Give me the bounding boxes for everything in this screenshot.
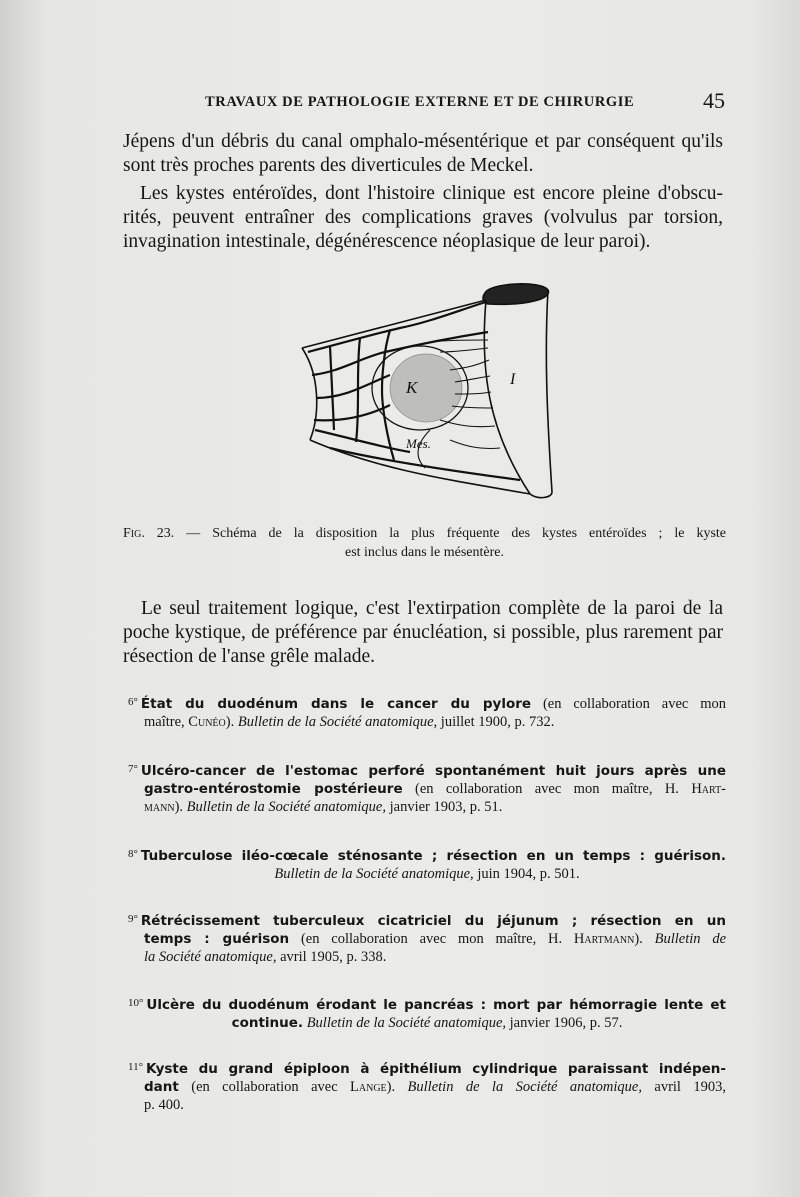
entry-title-cont: continue. — [231, 1015, 304, 1031]
entry-title: Rétrécissement tuberculeux cicatriciel du jéjunum ; résection en un — [140, 913, 726, 929]
entry-journal: Bulletin de la Société anatomique, — [303, 1015, 507, 1031]
entry-date: janvier 1903, p. 51. — [385, 799, 503, 815]
entry-number: 8° — [128, 848, 138, 860]
entry-author: Lange — [350, 1079, 387, 1095]
bibliography-entry-8 — [128, 845, 726, 883]
entry-author: Hartmann — [573, 931, 635, 947]
text-line: poche kystique, de préférence par énucléation, si possible, plus rarement par — [123, 622, 723, 643]
entry-author: Hart- — [691, 781, 727, 797]
treatment-paragraph-cont — [123, 621, 723, 669]
running-title: TRAVAUX DE PATHOLOGIE EXTERNE ET DE CHIRURGIE — [205, 94, 635, 110]
running-header — [205, 88, 735, 113]
caption-text: — Schéma de la disposition la plus fréquente des kystes entéroïdes ; le kyste — [174, 526, 726, 541]
entry-journal: Bulletin de la Société anatomique, — [274, 866, 474, 882]
text-line: rités, peuvent entraîner des complications graves (volvulus par torsion, — [123, 207, 723, 228]
intro-paragraph — [123, 130, 723, 178]
entry-date: janvier 1906, p. 57. — [506, 1015, 623, 1031]
complications-paragraph-cont — [123, 206, 723, 254]
entry-title-cont: temps : guérison — [144, 931, 290, 947]
text-line: sont très proches parents des diverticules de Meckel. — [123, 155, 534, 176]
entry-title: Ulcère du duodénum érodant le pancréas : mort par hémorragie lente et — [146, 997, 726, 1013]
entry-title: Kyste du grand épiploon à épithélium cylindrique paraissant indépen- — [146, 1061, 726, 1077]
complications-paragraph — [140, 182, 723, 206]
figure-caption — [123, 524, 726, 562]
caption-text-cont: est inclus dans le mésentère. — [344, 545, 504, 560]
entry-number: 6° — [128, 696, 138, 708]
entry-title: Tuberculose iléo-cœcale sténosante ; résection en un temps : guérison. — [140, 848, 726, 864]
entry-number: 9° — [128, 913, 138, 925]
entry-journal: Bulletin de — [654, 931, 727, 947]
text-line: Jépens d'un débris du canal omphalo-mésentérique et par conséquent qu'ils — [123, 131, 723, 152]
entry-title: État du duodénum dans le cancer du pylore — [140, 696, 532, 712]
entry-journal: Bulletin de la Société anatomique, — [186, 799, 386, 815]
entry-title: Ulcéro-cancer de l'estomac perforé spontanément huit jours après une — [140, 763, 726, 779]
bibliography-entry-10 — [128, 994, 726, 1032]
figure-number: Fig. 23. — [123, 526, 175, 541]
text-line: Le seul traitement logique, c'est l'extirpation complète de la paroi de la — [141, 598, 723, 619]
entry-date: avril 1905, p. 338. — [276, 949, 387, 965]
bibliography-entry-11: $^{11^\circ}$ Kyste du grand épiploon à épithélium cylindrique paraissant indépen- dant (en collaboration avec Lange). Bulletin de la Société anatomique, avril 1903, p. 400. — [128, 1061, 726, 1113]
entry-journal: Bulletin de la Société anatomique, — [407, 1079, 642, 1095]
entry-title-cont: gastro-entérostomie postérieure — [144, 781, 403, 797]
text-line: résection de l'anse grêle malade. — [123, 646, 376, 667]
entry-page: p. 400. — [144, 1097, 184, 1113]
cyst-shading — [390, 354, 462, 422]
entry-date: avril 1903, — [641, 1079, 726, 1095]
label-mes: Mes. — [406, 436, 431, 451]
entry-date: juillet 1900, p. 732. — [437, 714, 555, 730]
intestine-left-wall — [484, 300, 530, 494]
mesentery-root — [302, 348, 317, 440]
treatment-paragraph — [141, 597, 723, 621]
bibliography-entry-6: $^{6^\circ}$ État du duodénum dans le cancer du pylore (en collaboration avec mon maître, Cunéo). Bulletin de la Société anatomique, juillet 1900, p. 732. — [128, 696, 726, 730]
bibliography-entry-7: $^{7^\circ}$ Ulcéro-cancer de l'estomac perforé spontanément huit jours après une gastro-entérostomie postérieure (en collaboration avec mon maître, H. Hart- mann). Bulletin de la Société anatomique, janvier 1903, p. 51. — [128, 763, 727, 815]
entry-number: 10° — [128, 997, 144, 1009]
entry-date: juin 1904, p. 501. — [473, 866, 580, 882]
intestine-bottom — [530, 492, 552, 498]
intestine-right-wall — [546, 290, 552, 492]
figure-23-diagram — [290, 280, 560, 500]
text-line: Les kystes entéroïdes, dont l'histoire clinique est encore pleine d'obscu- — [140, 183, 723, 204]
entry-number: 7° — [128, 763, 138, 775]
entry-title-cont: dant — [144, 1079, 179, 1095]
entry-number: 11° — [128, 1061, 143, 1073]
entry-journal: Bulletin de la Société anatomique, — [237, 714, 438, 730]
bibliography-entry-9: $^{9^\circ}$ Rétrécissement tuberculeux cicatriciel du jéjunum ; résection en un temps : guérison (en collaboration avec mon maître, H. Hartmann). Bulletin de la Société anatomique, avril 1905, p. 338. — [128, 913, 727, 965]
page-number: 45 — [703, 88, 725, 113]
intestine-lumen — [483, 284, 548, 304]
entry-author: Cunéo — [188, 714, 226, 730]
label-i: I — [510, 371, 516, 388]
label-k: K — [406, 378, 418, 397]
text-line: invagination intestinale, dégénérescence néoplasique de leur paroi). — [123, 231, 651, 252]
